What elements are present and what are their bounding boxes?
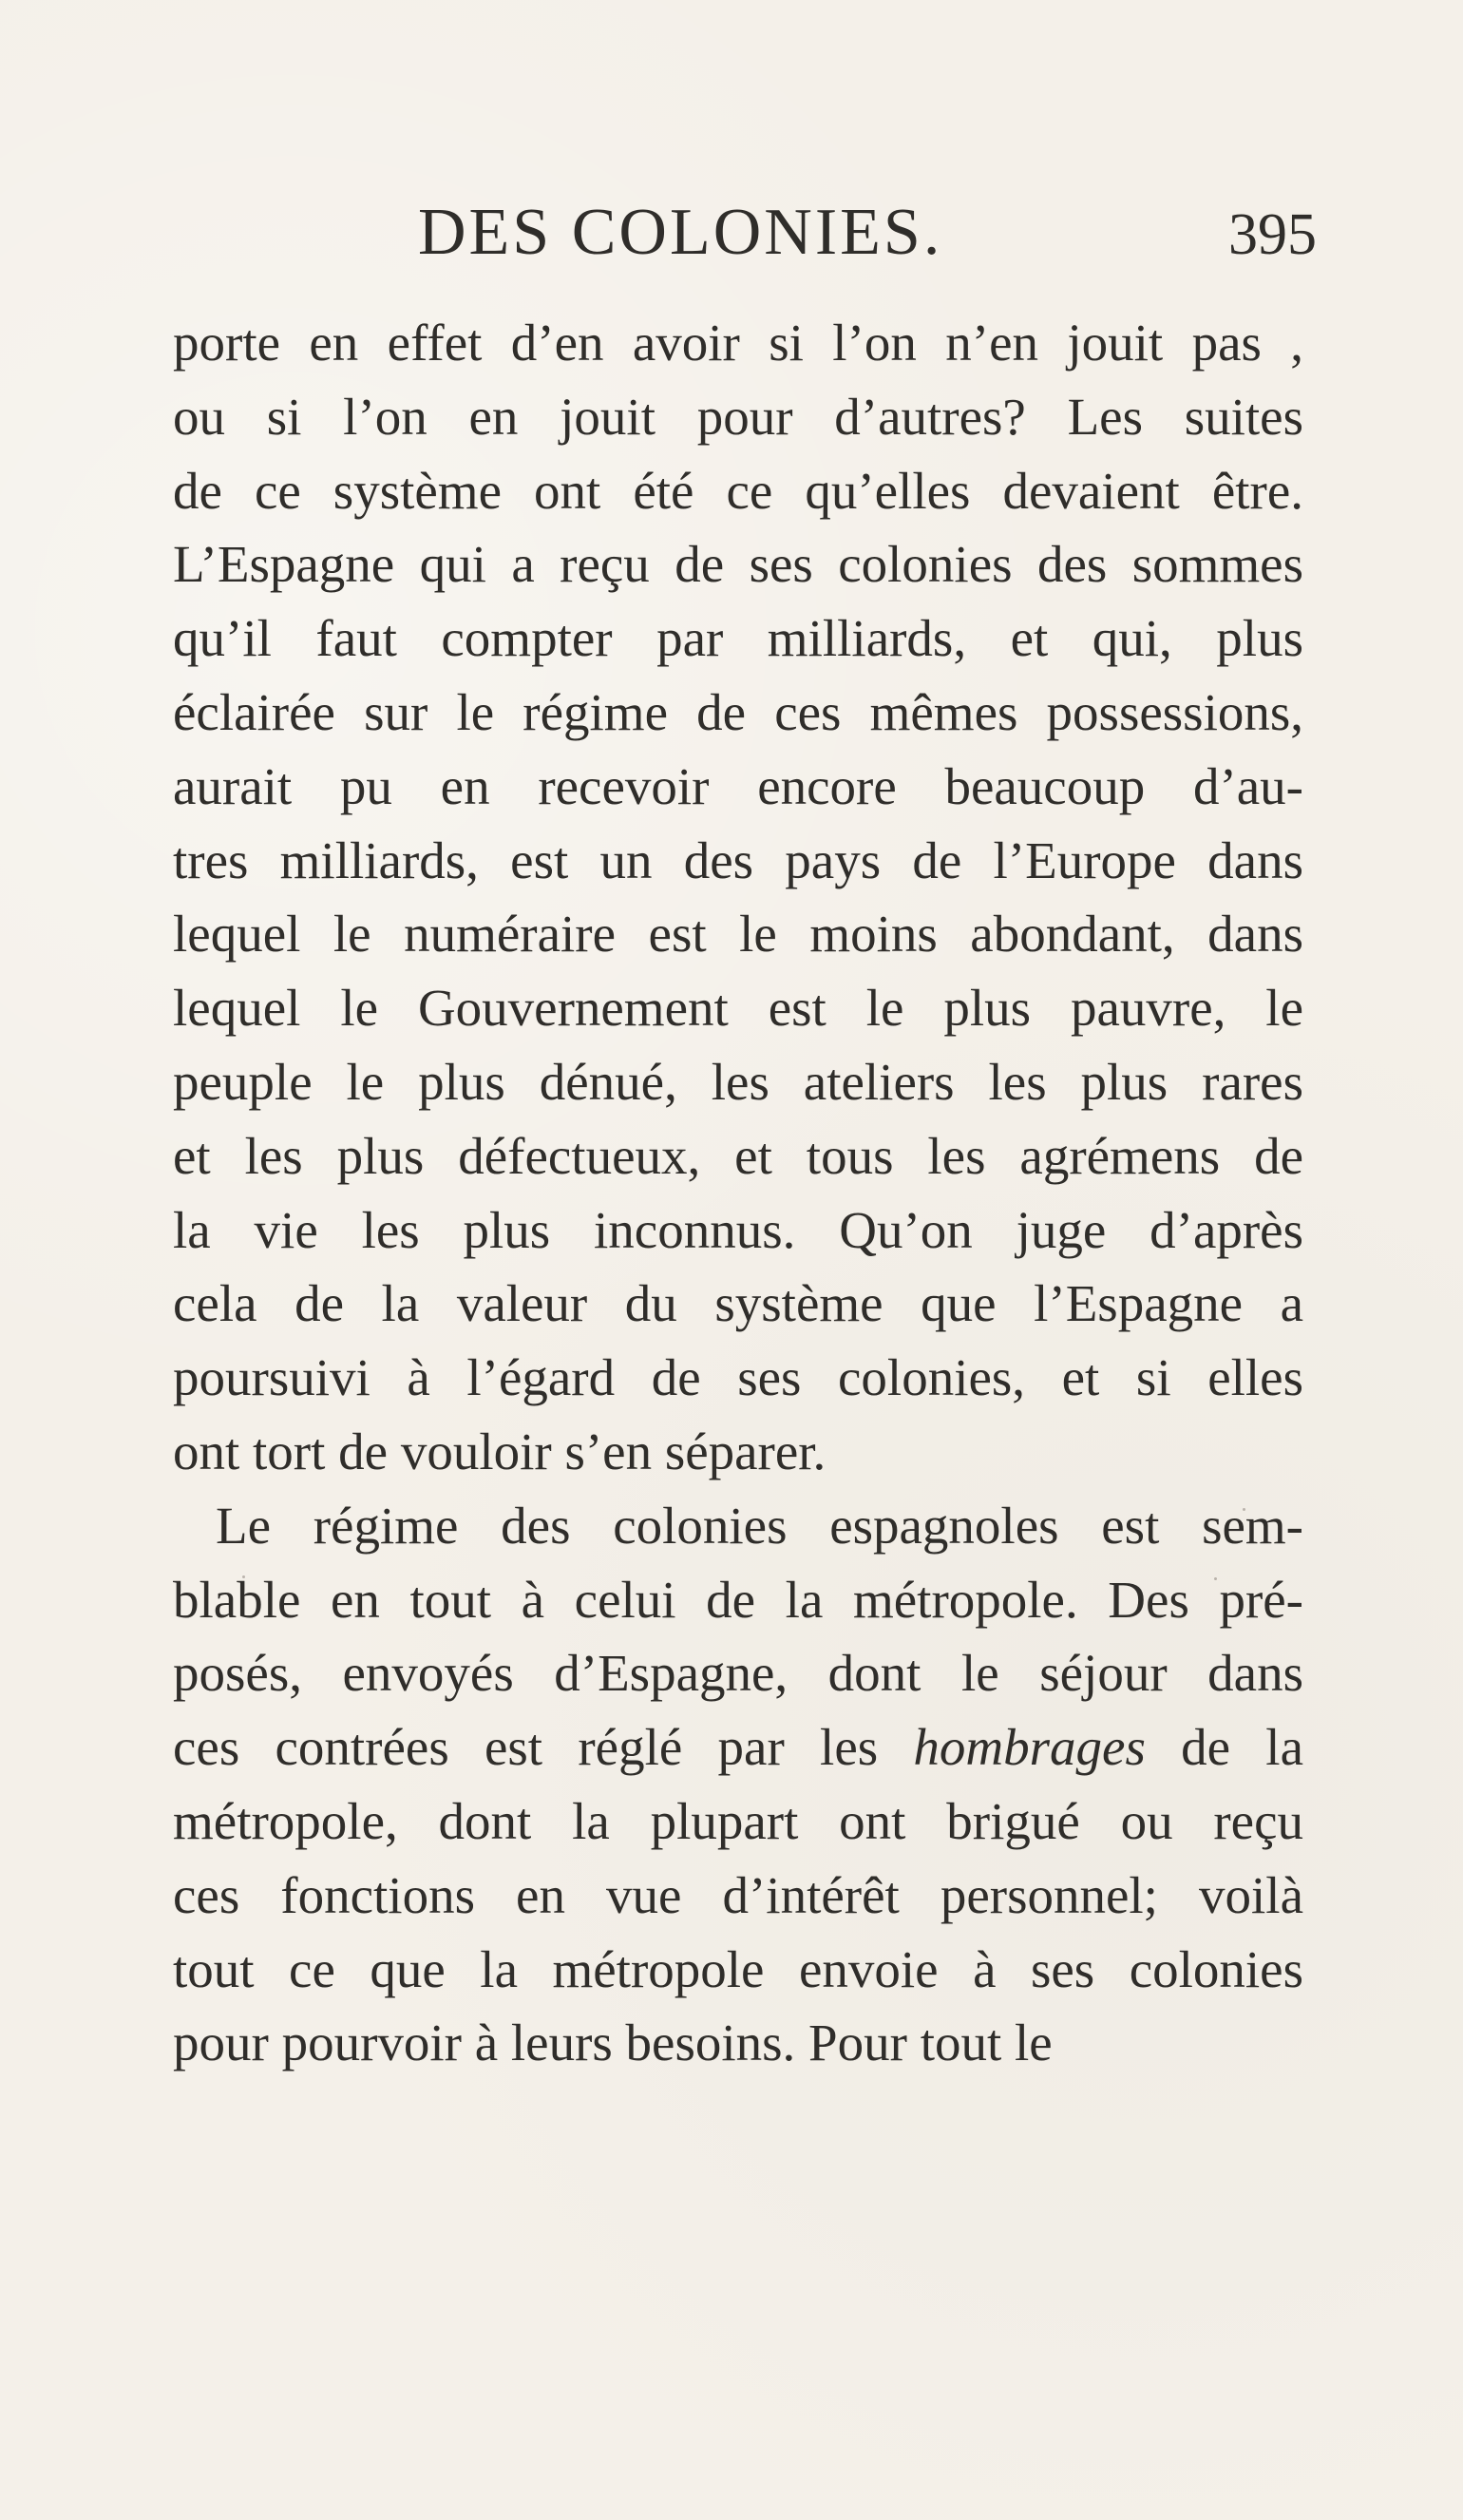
paper-speck (1214, 1577, 1217, 1580)
text-line-20-end: de la (1181, 1718, 1303, 1777)
text-line-12: et les plus défectueux, et tous les agrémens de (173, 1126, 1303, 1185)
paper-speck (1243, 1508, 1245, 1511)
text-line-3: de ce système ont été ce qu’elles devaient être. (173, 461, 1303, 520)
text-line-19: posés, envoyés d’Espagne, dont le séjour dans (173, 1644, 1303, 1703)
text-line-14: cela de la valeur du système que l’Espagne a (173, 1274, 1303, 1333)
text-line-2: ou si l’on en jouit pour d’autres? Les suites (173, 387, 1303, 446)
text-line-13: la vie les plus inconnus. Qu’on juge d’après (173, 1200, 1303, 1259)
text-line-15: poursuivi à l’égard de ses colonies, et si elles (173, 1348, 1303, 1407)
text-line-5: qu’il faut compter par milliards, et qui, plus (173, 609, 1303, 668)
text-line-11: peuple le plus dénué, les ateliers les plus rares (173, 1052, 1303, 1111)
text-line-16: ont tort de vouloir s’en séparer. (173, 1422, 826, 1480)
body-text (173, 306, 1303, 2080)
italic-word-hombrages: hombrages (913, 1718, 1146, 1777)
running-title: DES COLONIES. (418, 196, 943, 269)
text-line-6: éclairée sur le régime de ces mêmes possessions, (173, 682, 1303, 741)
text-line-22: ces fonctions en vue d’intérêt personnel; voilà (173, 1865, 1303, 1924)
page-number: 395 (1228, 202, 1317, 267)
text-line-1: porte en effet d’en avoir si l’on n’en jouit pas , (173, 314, 1303, 372)
running-head (0, 196, 1463, 285)
text-line-24: pour pourvoir à leurs besoins. Pour tout le (173, 2014, 1053, 2072)
text-line-17: Le régime des colonies espagnoles est sem- (216, 1496, 1303, 1555)
text-line-8: tres milliards, est un des pays de l’Europe dans (173, 830, 1303, 889)
text-line-23: tout ce que la métropole envoie à ses colonies (173, 1939, 1303, 1998)
text-line-20-start: ces contrées est réglé par les (173, 1718, 879, 1777)
text-line-4: L’Espagne qui a reçu de ses colonies des sommes (173, 535, 1303, 594)
text-line-21: métropole, dont la plupart ont brigué ou reçu (173, 1791, 1303, 1850)
text-line-9: lequel le numéraire est le moins abondant, dans (173, 905, 1303, 964)
paper-speck (242, 1575, 245, 1578)
text-line-18: blable en tout à celui de la métropole. Des pré- (173, 1570, 1303, 1629)
text-line-20 (173, 1710, 1303, 1785)
text-line-7: aurait pu en recevoir encore beaucoup d’au- (173, 756, 1303, 815)
text-line-10: lequel le Gouvernement est le plus pauvre, le (173, 979, 1303, 1038)
